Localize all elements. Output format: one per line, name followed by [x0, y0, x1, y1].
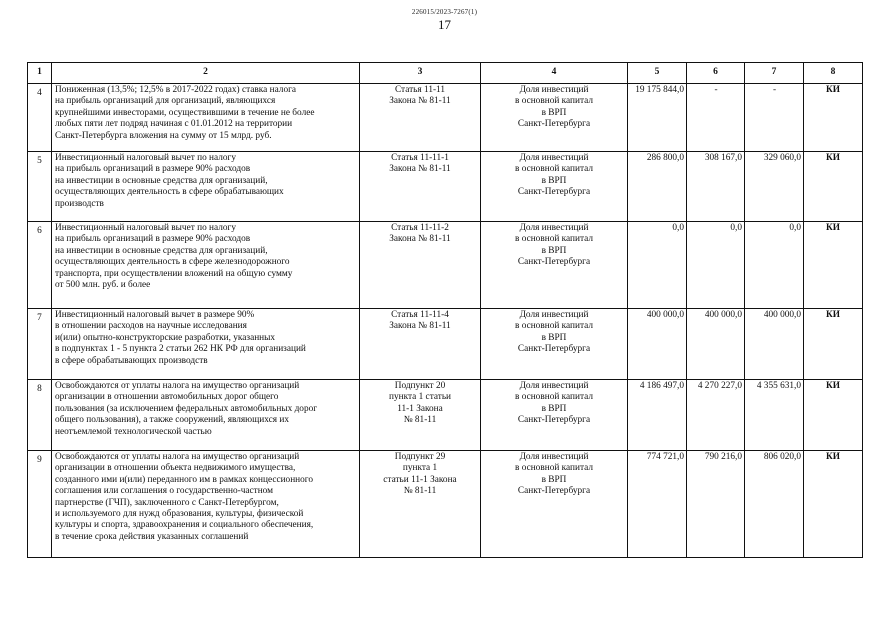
row-number: 9 — [28, 451, 52, 558]
row-number: 7 — [28, 309, 52, 380]
indicator: Доля инвестиций в основной капитал в ВРП Санкт-Петербурга — [481, 309, 628, 380]
table-row — [28, 451, 863, 558]
table-row — [28, 222, 863, 309]
value-col6: 790 216,0 — [687, 451, 745, 558]
value-col6: 4 270 227,0 — [687, 380, 745, 451]
indicator: Доля инвестиций в основной капитал в ВРП Санкт-Петербурга — [481, 451, 628, 558]
value-col5: 4 186 497,0 — [628, 380, 687, 451]
code-col8: КИ — [804, 309, 863, 380]
value-col5: 19 175 844,0 — [628, 84, 687, 152]
law-reference: Подпункт 20 пункта 1 статьи 11-1 Закона № 81-11 — [360, 380, 481, 451]
column-header: 6 — [687, 63, 745, 84]
row-number: 6 — [28, 222, 52, 309]
benefit-description: Пониженная (13,5%; 12,5% в 2017-2022 годах) ставка налога на прибыль организаций для организаций, являющихся крупнейшими инвесторами, осуществившими в течение не более любых пяти лет подряд начиная с 01.01.2012 на территории Санкт-Петербурга вложения на сумму от 15 млрд. руб. — [52, 84, 360, 152]
page-header — [0, 8, 889, 33]
column-header: 3 — [360, 63, 481, 84]
value-col5: 400 000,0 — [628, 309, 687, 380]
column-header: 7 — [745, 63, 804, 84]
indicator: Доля инвестиций в основной капитал в ВРП Санкт-Петербурга — [481, 152, 628, 222]
value-col6: - — [687, 84, 745, 152]
column-header: 2 — [52, 63, 360, 84]
indicator: Доля инвестиций в основной капитал в ВРП Санкт-Петербурга — [481, 84, 628, 152]
code-col8: КИ — [804, 84, 863, 152]
header-row — [28, 63, 863, 84]
tax-benefits-table — [27, 62, 863, 558]
value-col6: 400 000,0 — [687, 309, 745, 380]
column-header: 4 — [481, 63, 628, 84]
code-col8: КИ — [804, 222, 863, 309]
value-col7: 329 060,0 — [745, 152, 804, 222]
value-col5: 774 721,0 — [628, 451, 687, 558]
code-col8: КИ — [804, 451, 863, 558]
value-col7: 4 355 631,0 — [745, 380, 804, 451]
table-row — [28, 84, 863, 152]
law-reference: Статья 11-11-1 Закона № 81-11 — [360, 152, 481, 222]
value-col6: 308 167,0 — [687, 152, 745, 222]
value-col7: 806 020,0 — [745, 451, 804, 558]
indicator: Доля инвестиций в основной капитал в ВРП Санкт-Петербурга — [481, 222, 628, 309]
benefit-description: Инвестиционный налоговый вычет по налогу на прибыль организаций в размере 90% расходов на инвестиции в основные средства для организаций, осуществляющих деятельность в сфере железнодорожного транспорта, при осуществлении вложений на общую сумму от 500 млн. руб. и более — [52, 222, 360, 309]
value-col5: 286 800,0 — [628, 152, 687, 222]
law-reference: Статья 11-11-4 Закона № 81-11 — [360, 309, 481, 380]
benefit-description: Инвестиционный налоговый вычет в размере 90% в отношении расходов на научные исследования и(или) опытно-конструкторские разработки, указанных в подпунктах 1 - 5 пункта 2 статьи 262 НК РФ для организаций в сфере обрабатывающих производств — [52, 309, 360, 380]
value-col7: - — [745, 84, 804, 152]
law-reference: Статья 11-11-2 Закона № 81-11 — [360, 222, 481, 309]
law-reference: Статья 11-11 Закона № 81-11 — [360, 84, 481, 152]
value-col7: 0,0 — [745, 222, 804, 309]
value-col7: 400 000,0 — [745, 309, 804, 380]
row-number: 8 — [28, 380, 52, 451]
code-col8: КИ — [804, 380, 863, 451]
table-row — [28, 309, 863, 380]
code-col8: КИ — [804, 152, 863, 222]
law-reference: Подпункт 29 пункта 1 статьи 11-1 Закона № 81-11 — [360, 451, 481, 558]
row-number: 4 — [28, 84, 52, 152]
value-col6: 0,0 — [687, 222, 745, 309]
column-header: 5 — [628, 63, 687, 84]
column-header: 1 — [28, 63, 52, 84]
column-header: 8 — [804, 63, 863, 84]
table-row — [28, 152, 863, 222]
benefit-description: Освобождаются от уплаты налога на имущество организаций организации в отношении объекта недвижимого имущества, созданного ими и(или) переданного им в рамках концессионного соглашения или соглашения о государственно-частном партнерстве (ГЧП), заключенного с Санкт-Петербургом, и используемого для нужд образования, культуры, физической культуры и спорта, здравоохранения и социального обеспечения, в течение срока действия указанных соглашений — [52, 451, 360, 558]
table-row — [28, 380, 863, 451]
document-code: 226015/2023-7267(1) — [411, 8, 478, 16]
value-col5: 0,0 — [628, 222, 687, 309]
page-number: 17 — [438, 17, 451, 32]
benefit-description: Инвестиционный налоговый вычет по налогу на прибыль организаций в размере 90% расходов на инвестиции в основные средства для организаций, осуществляющих деятельность в сфере обрабатывающих производств — [52, 152, 360, 222]
indicator: Доля инвестиций в основной капитал в ВРП Санкт-Петербурга — [481, 380, 628, 451]
benefit-description: Освобождаются от уплаты налога на имущество организаций организации в отношении автомобильных дорог общего пользования (за исключением федеральных автомобильных дорог общего пользования), а также сооружений, являющихся их неотъемлемой технологической частью — [52, 380, 360, 451]
row-number: 5 — [28, 152, 52, 222]
